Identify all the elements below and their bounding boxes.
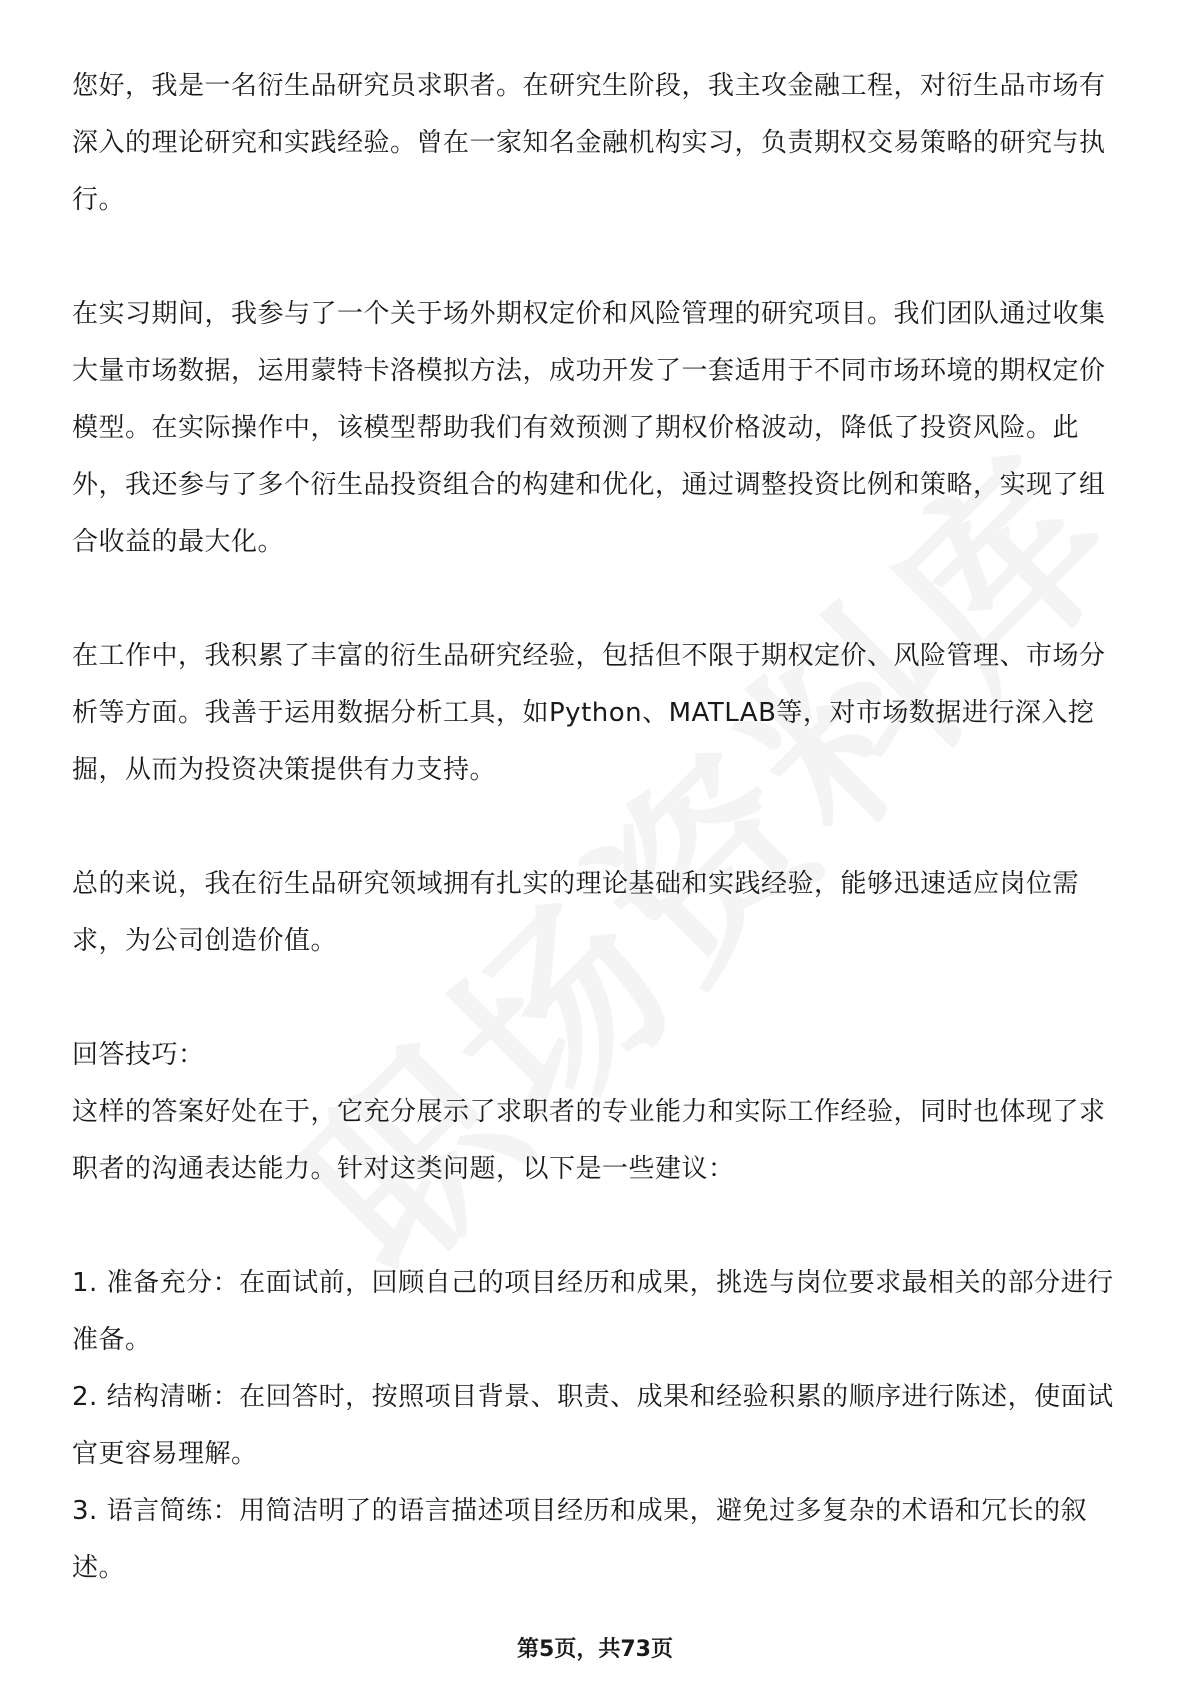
tip-item-2: 2. 结构清晰：在回答时，按照项目背景、职责、成果和经验积累的顺序进行陈述，使面试官更容易理解。 <box>72 1382 1114 1469</box>
paragraph-gap <box>72 970 1118 1027</box>
tip-item-3: 3. 语言简练：用简洁明了的语言描述项目经历和成果，避免过多复杂的术语和冗长的叙述。 <box>72 1496 1088 1583</box>
intro-paragraph: 您好，我是一名衍生品研究员求职者。在研究生阶段，我主攻金融工程，对衍生品市场有深入的理论研究和实践经验。曾在一家知名金融机构实习，负责期权交易策略的研究与执行。 <box>72 71 1106 215</box>
paragraph-gap <box>72 1198 1118 1255</box>
paragraph-gap <box>72 571 1118 628</box>
tips-heading: 回答技巧： <box>72 1040 205 1070</box>
tips-intro-paragraph: 这样的答案好处在于，它充分展示了求职者的专业能力和实际工作经验，同时也体现了求职者的沟通表达能力。针对这类问题，以下是一些建议： <box>72 1097 1106 1184</box>
page-number: 第5页，共73页 <box>517 1637 673 1662</box>
paragraph-gap <box>72 799 1118 856</box>
paragraph-gap <box>72 229 1118 286</box>
internship-paragraph: 在实习期间，我参与了一个关于场外期权定价和风险管理的研究项目。我们团队通过收集大量市场数据，运用蒙特卡洛模拟方法，成功开发了一套适用于不同市场环境的期权定价模型。在实际操作中，该模型帮助我们有效预测了期权价格波动，降低了投资风险。此外，我还参与了多个衍生品投资组合的构建和优化，通过调整投资比例和策略，实现了组合收益的最大化。 <box>72 299 1106 557</box>
tip-item-1: 1. 准备充分：在面试前，回顾自己的项目经历和成果，挑选与岗位要求最相关的部分进行准备。 <box>72 1268 1114 1355</box>
experience-paragraph: 在工作中，我积累了丰富的衍生品研究经验，包括但不限于期权定价、风险管理、市场分析等方面。我善于运用数据分析工具，如Python、MATLAB等，对市场数据进行深入挖掘，从而为投资决策提供有力支持。 <box>72 641 1106 785</box>
document-body <box>72 58 1118 1597</box>
summary-paragraph: 总的来说，我在衍生品研究领域拥有扎实的理论基础和实践经验，能够迅速适应岗位需求，为公司创造价值。 <box>72 869 1080 956</box>
